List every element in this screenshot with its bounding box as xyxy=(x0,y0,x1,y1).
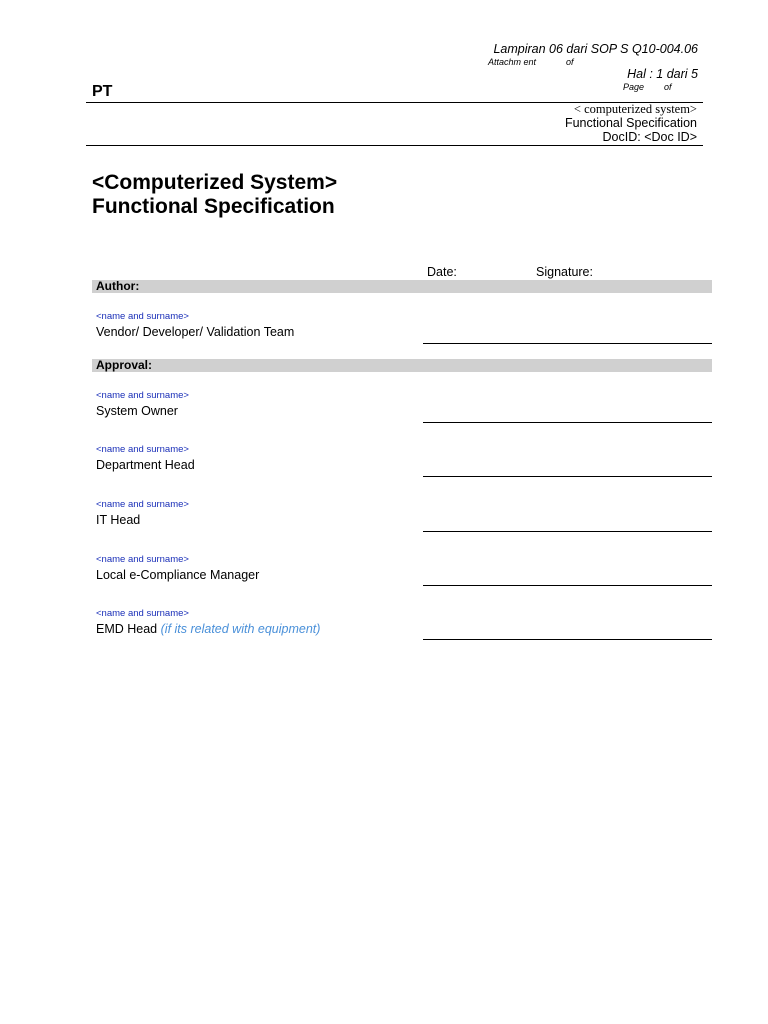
system-owner-signature-line[interactable] xyxy=(423,422,712,423)
author-role: Vendor/ Developer/ Validation Team xyxy=(96,325,295,339)
approver-role-ecompliance-manager: Local e-Compliance Manager xyxy=(96,568,260,582)
page-number: Hal : 1 dari 5 xyxy=(627,67,698,81)
date-column-header: Date: xyxy=(427,265,457,279)
emd-head-role-note: (if its related with equipment) xyxy=(160,622,321,636)
approver-role-department-head: Department Head xyxy=(96,458,195,472)
approver-name-placeholder: <name and surname> xyxy=(96,390,189,401)
approver-name-placeholder: <name and surname> xyxy=(96,554,189,565)
system-placeholder: < computerized system> xyxy=(573,102,697,116)
attachment-reference: Lampiran 06 dari SOP S Q10-004.06 xyxy=(493,42,698,56)
attachment-of-subtitle: of xyxy=(566,57,574,67)
author-section-bar xyxy=(92,280,712,293)
it-head-signature-line[interactable] xyxy=(423,531,712,532)
company-name: PT xyxy=(92,83,113,100)
emd-head-role-label: EMD Head xyxy=(96,622,158,636)
author-signature-line[interactable] xyxy=(423,343,712,344)
approver-role-emd-head xyxy=(96,622,320,636)
department-head-signature-line[interactable] xyxy=(423,476,712,477)
document-title-line1: <Computerized System> xyxy=(92,171,338,194)
document-type: Functional Specification xyxy=(564,116,697,130)
approver-role-it-head: IT Head xyxy=(96,513,141,527)
approver-name-placeholder: <name and surname> xyxy=(96,444,189,455)
author-section-label: Author: xyxy=(96,279,140,293)
emd-head-signature-line[interactable] xyxy=(423,639,712,640)
approval-section-label: Approval: xyxy=(96,358,153,372)
approver-name-placeholder: <name and surname> xyxy=(96,499,189,510)
approver-name-placeholder: <name and surname> xyxy=(96,608,189,619)
attachment-subtitle: Attachm ent xyxy=(488,57,537,67)
ecompliance-manager-signature-line[interactable] xyxy=(423,585,712,586)
approver-role-system-owner: System Owner xyxy=(96,404,178,418)
author-name-placeholder: <name and surname> xyxy=(96,311,189,322)
document-title-line2: Functional Specification xyxy=(92,195,335,218)
signature-column-header: Signature: xyxy=(536,265,593,279)
page-subtitle: Page xyxy=(623,82,645,92)
header-divider-bottom xyxy=(86,145,703,146)
document-id: DocID: <Doc ID> xyxy=(602,130,697,144)
approval-section-bar xyxy=(92,359,712,372)
page-of-subtitle: of xyxy=(664,82,672,92)
